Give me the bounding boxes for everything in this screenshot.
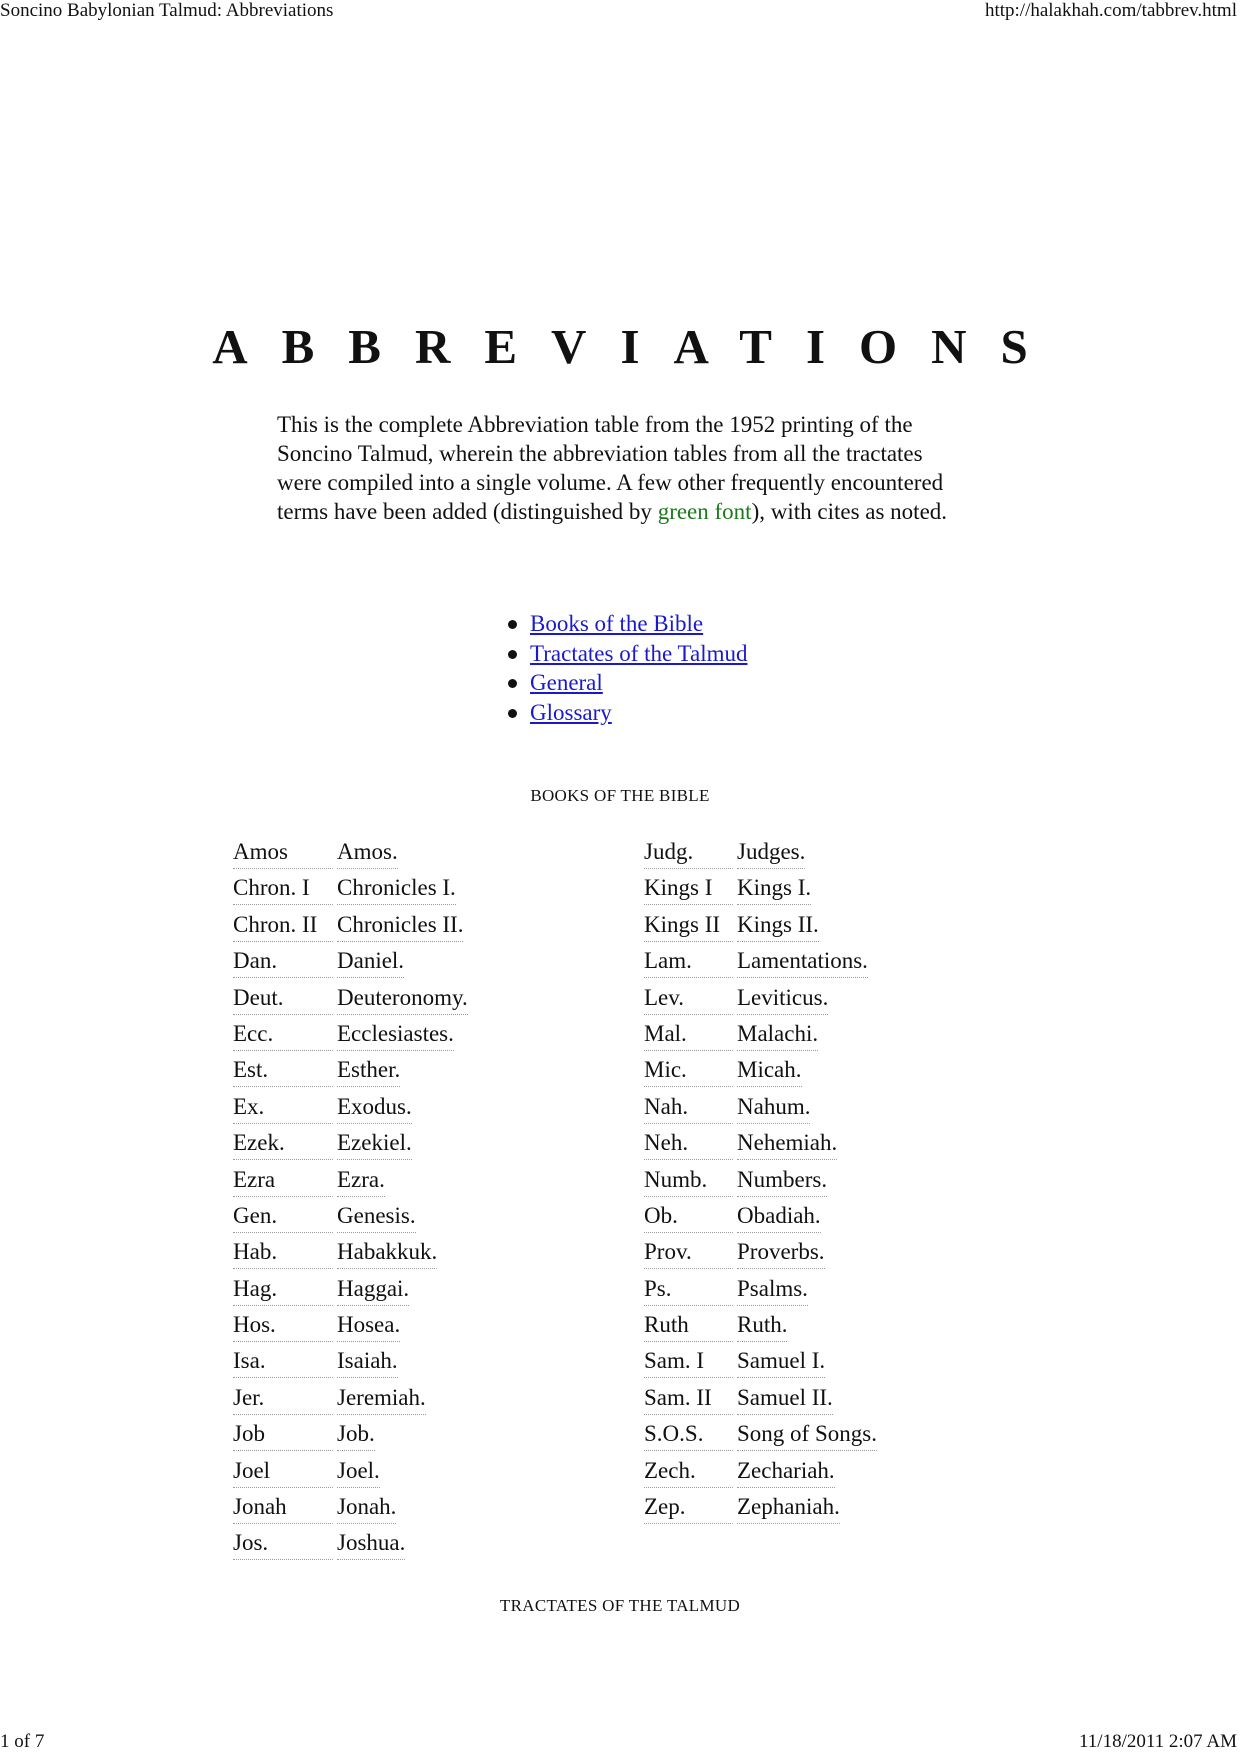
abbreviation: Ps. — [644, 1274, 733, 1306]
abbreviation-meaning: Habakkuk. — [337, 1237, 437, 1269]
abbreviation-row — [233, 1201, 468, 1237]
abbreviation: Lev. — [644, 983, 733, 1015]
abbreviation-row — [233, 946, 468, 982]
abbreviation-meaning: Nehemiah. — [737, 1128, 837, 1160]
abbreviation: Mic. — [644, 1055, 733, 1087]
abbreviation-meaning: Obadiah. — [737, 1201, 821, 1233]
abbreviation-row — [644, 946, 877, 982]
table-of-contents — [530, 609, 748, 727]
abbreviation-row — [233, 1528, 468, 1564]
abbreviation-meaning: Ezra. — [337, 1165, 385, 1197]
abbreviation-row — [644, 1310, 877, 1346]
abbreviation: Hag. — [233, 1274, 333, 1306]
abbreviation-meaning: Daniel. — [337, 946, 404, 978]
abbreviation-row — [644, 837, 877, 873]
abbreviation-meaning: Job. — [337, 1419, 375, 1451]
abbreviation-meaning: Isaiah. — [337, 1346, 398, 1378]
section-heading-tractates-of-the-talmud: TRACTATES OF THE TALMUD — [499, 1596, 741, 1615]
abbreviation-meaning: Psalms. — [737, 1274, 808, 1306]
abbreviation: Hab. — [233, 1237, 333, 1269]
abbreviation: Ecc. — [233, 1019, 333, 1051]
abbreviation-meaning: Judges. — [737, 837, 805, 869]
abbreviation: Est. — [233, 1055, 333, 1087]
abbreviation: Dan. — [233, 946, 333, 978]
abbreviation-row — [233, 1346, 468, 1382]
abbreviation-meaning: Hosea. — [337, 1310, 400, 1342]
toc-item — [530, 639, 748, 669]
abbreviation-meaning: Haggai. — [337, 1274, 409, 1306]
abbreviation: Jer. — [233, 1383, 333, 1415]
abbreviation-meaning: Kings II. — [737, 910, 819, 942]
bullet-icon — [508, 709, 517, 718]
abbreviation-row — [233, 1419, 468, 1455]
abbreviation-meaning: Jeremiah. — [337, 1383, 426, 1415]
abbreviation: Ezra — [233, 1165, 333, 1197]
abbreviation-meaning: Amos. — [337, 837, 398, 869]
abbreviation-row — [233, 1492, 468, 1528]
abbreviation-meaning: Micah. — [737, 1055, 802, 1087]
abbreviation-row — [644, 1274, 877, 1310]
abbreviation: Numb. — [644, 1165, 733, 1197]
abbreviation-meaning: Proverbs. — [737, 1237, 825, 1269]
abbreviation-meaning: Deuteronomy. — [337, 983, 468, 1015]
abbreviation-row — [644, 1456, 877, 1492]
abbreviation-meaning: Ezekiel. — [337, 1128, 412, 1160]
page-title: ABBREVIATIONS — [212, 319, 1062, 374]
abbreviation-row — [233, 910, 468, 946]
abbreviation: Amos — [233, 837, 333, 869]
abbreviation-row — [233, 1383, 468, 1419]
abbreviation-row — [233, 1165, 468, 1201]
abbreviation-meaning: Malachi. — [737, 1019, 818, 1051]
abbreviation-meaning: Jonah. — [337, 1492, 396, 1524]
abbreviation: Zep. — [644, 1492, 733, 1524]
bullet-icon — [508, 650, 517, 659]
abbreviation-row — [644, 1492, 877, 1528]
abbreviation: Kings I — [644, 873, 733, 905]
intro-green-text: green font — [657, 499, 752, 524]
abbreviation-row — [644, 1237, 877, 1273]
print-footer-timestamp: 11/18/2011 2:07 AM — [1079, 1731, 1237, 1752]
abbreviation: Mal. — [644, 1019, 733, 1051]
abbreviation-row — [233, 1092, 468, 1128]
abbreviation-meaning: Ecclesiastes. — [337, 1019, 454, 1051]
abbreviation-row — [644, 1092, 877, 1128]
abbreviation-meaning: Esther. — [337, 1055, 400, 1087]
toc-link-glossary[interactable]: Glossary — [530, 699, 612, 725]
abbreviation: Neh. — [644, 1128, 733, 1160]
abbreviation-row — [644, 1019, 877, 1055]
abbreviation-row — [233, 1055, 468, 1091]
abbreviation: Chron. I — [233, 873, 333, 905]
abbreviation: Nah. — [644, 1092, 733, 1124]
abbreviation: Jonah — [233, 1492, 333, 1524]
abbreviation: Ob. — [644, 1201, 733, 1233]
abbreviation: Prov. — [644, 1237, 733, 1269]
abbreviation-row — [233, 1274, 468, 1310]
abbreviation-row — [644, 1201, 877, 1237]
toc-link-tractates-of-the-talmud[interactable]: Tractates of the Talmud — [530, 640, 748, 666]
abbreviation-row — [644, 1128, 877, 1164]
abbreviation-row — [233, 837, 468, 873]
bible-abbreviations-right-column — [644, 837, 877, 1528]
abbreviation: Zech. — [644, 1456, 733, 1488]
intro-text-after: ), with cites as noted. — [751, 499, 948, 524]
abbreviation: Job — [233, 1419, 333, 1451]
abbreviation-meaning: Leviticus. — [737, 983, 828, 1015]
abbreviation: Chron. II — [233, 910, 333, 942]
abbreviation-row — [644, 1419, 877, 1455]
abbreviation-meaning: Joshua. — [337, 1528, 405, 1560]
abbreviation: Ruth — [644, 1310, 733, 1342]
abbreviation: Ex. — [233, 1092, 333, 1124]
abbreviation-meaning: Nahum. — [737, 1092, 810, 1124]
abbreviation-meaning: Song of Songs. — [737, 1419, 877, 1451]
abbreviation-row — [233, 1019, 468, 1055]
intro-paragraph — [277, 410, 957, 526]
abbreviation: Joel — [233, 1456, 333, 1488]
abbreviation-row — [644, 1383, 877, 1419]
abbreviation: Ezek. — [233, 1128, 333, 1160]
abbreviation: Isa. — [233, 1346, 333, 1378]
bible-abbreviations-left-column — [233, 837, 468, 1565]
toc-item — [530, 668, 748, 698]
abbreviation-row — [233, 983, 468, 1019]
abbreviation-meaning: Lamentations. — [737, 946, 868, 978]
abbreviation: Judg. — [644, 837, 733, 869]
bullet-icon — [508, 679, 517, 688]
abbreviation: Sam. II — [644, 1383, 733, 1415]
toc-link-general[interactable]: General — [530, 670, 603, 695]
abbreviation-row — [644, 1055, 877, 1091]
abbreviation-meaning: Samuel I. — [737, 1346, 825, 1378]
abbreviation-row — [644, 873, 877, 909]
abbreviation: Lam. — [644, 946, 733, 978]
abbreviation: Gen. — [233, 1201, 333, 1233]
section-heading-books-of-the-bible: BOOKS OF THE BIBLE — [530, 786, 710, 805]
abbreviation-meaning: Zephaniah. — [737, 1492, 840, 1524]
abbreviation: Kings II — [644, 910, 733, 942]
abbreviation-meaning: Genesis. — [337, 1201, 416, 1233]
abbreviation-row — [233, 1128, 468, 1164]
bullet-icon — [508, 620, 517, 629]
abbreviation-row — [644, 910, 877, 946]
abbreviation: Jos. — [233, 1528, 333, 1560]
toc-item — [530, 698, 748, 728]
intro-text-before: This is the complete Abbreviation table from the 1952 printing of the Soncino Talmud, wherein the abbreviation tables from all the tractates were compiled into a single volume. A few other frequently encountered terms have been added (distinguished by — [277, 412, 944, 524]
abbreviation-row — [644, 1165, 877, 1201]
abbreviation: S.O.S. — [644, 1419, 733, 1451]
abbreviation-row — [644, 1346, 877, 1382]
print-footer-page-count: 1 of 7 — [0, 1731, 45, 1752]
abbreviation-row — [233, 1456, 468, 1492]
abbreviation-meaning: Chronicles II. — [337, 910, 463, 942]
abbreviation-row — [233, 1237, 468, 1273]
toc-item — [530, 609, 748, 639]
abbreviation-row — [644, 983, 877, 1019]
abbreviation: Deut. — [233, 983, 333, 1015]
print-header-title: Soncino Babylonian Talmud: Abbreviations — [0, 0, 334, 21]
abbreviation-meaning: Zechariah. — [737, 1456, 835, 1488]
toc-link-books-of-the-bible[interactable]: Books of the Bible — [530, 611, 704, 636]
abbreviation-row — [233, 1310, 468, 1346]
abbreviation-row — [233, 873, 468, 909]
abbreviation-meaning: Joel. — [337, 1456, 380, 1488]
abbreviation-meaning: Kings I. — [737, 873, 811, 905]
abbreviation-meaning: Chronicles I. — [337, 873, 456, 905]
print-header-url: http://halakhah.com/tabbrev.html — [984, 0, 1237, 21]
abbreviation-meaning: Numbers. — [737, 1165, 827, 1197]
abbreviation: Sam. I — [644, 1346, 733, 1378]
abbreviation-meaning: Exodus. — [337, 1092, 412, 1124]
abbreviation: Hos. — [233, 1310, 333, 1342]
abbreviation-meaning: Samuel II. — [737, 1383, 833, 1415]
abbreviation-meaning: Ruth. — [737, 1310, 787, 1342]
